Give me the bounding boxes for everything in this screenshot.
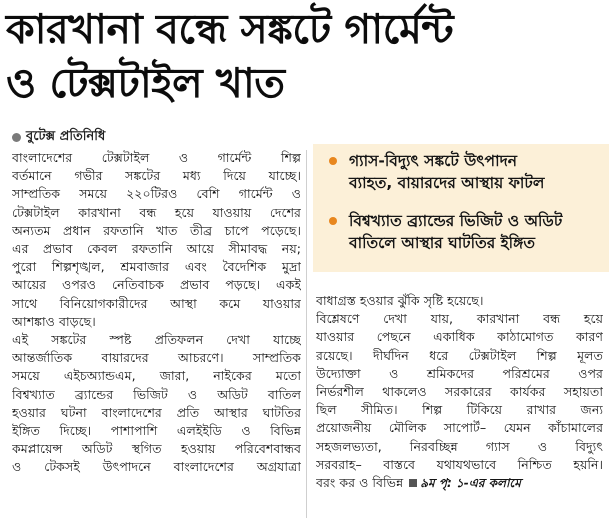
headline xyxy=(6,2,606,110)
continuation-text: ৯ম পৃ: ১-এর কলামে xyxy=(420,476,521,491)
text-line xyxy=(316,474,603,492)
text-line: বাধাগ্রস্ত হওয়ার ঝুঁকি সৃষ্টি হয়েছে। xyxy=(316,293,484,308)
orange-bullet-icon xyxy=(329,157,337,165)
headline-line-2: ও টেক্সটাইল খাত xyxy=(6,59,285,107)
text-line: যাওয়ার পেছনে একাধিক কাঠামোগত কারণ xyxy=(316,329,603,345)
highlight-item xyxy=(329,150,544,194)
text-line: সাম্প্রতিক সময়ে ২২০টিরও বেশি গার্মেন্ট ও xyxy=(12,186,301,202)
square-marker-icon xyxy=(409,479,417,487)
bullet-dot-icon xyxy=(12,133,21,142)
highlight-line: বাতিলে আস্থার ঘাটতির ইঙ্গিত xyxy=(349,234,536,252)
text-line: এর প্রভাব কেবল রফতানি আয়ে সীমাবদ্ধ নয়; xyxy=(12,241,301,257)
text-line: এই সঙ্কটের স্পষ্ট প্রতিফলন দেখা যাচ্ছে xyxy=(12,332,301,348)
column-divider xyxy=(306,150,307,518)
text-line: বিশ্বখ্যাত ব্র্যান্ডের ভিজিট ও অডিট বাতিল xyxy=(12,386,301,402)
article-column-right xyxy=(316,292,603,492)
text-line: পুরো শিল্পশৃঙ্খল, শ্রমবাজার এবং বৈদেশিক মুদ্রা xyxy=(12,259,301,275)
text-line: নির্ভরশীল থাকলেও সরকারের কার্যকর সহায়তা xyxy=(316,384,603,400)
continuation-reference[interactable] xyxy=(407,476,521,490)
text-line: ও টেকসই উৎপাদনে বাংলাদেশের অগ্রযাত্রা xyxy=(12,459,301,475)
highlight-box xyxy=(313,144,609,272)
text-fragment: বরং কর ও বিভিন্ন xyxy=(316,475,404,491)
text-line: প্রয়োজনীয় মৌলিক সাপোর্ট– যেমন কাঁচামালের xyxy=(316,420,603,436)
highlight-line: গ্যাস-বিদ্যুৎ সঙ্কটে উৎপাদন xyxy=(349,152,517,170)
text-line: কমপ্লায়েন্স অডিট স্থগিত হওয়ায় পরিবেশবান্ধব xyxy=(12,441,301,457)
text-line: সাথে বিনিয়োগকারীদের আস্থা কমে যাওয়ার xyxy=(12,295,301,311)
text-line: বর্তমানে গভীর সঙ্কটের মধ্য দিয়ে যাচ্ছে। xyxy=(12,168,301,184)
text-line: সহজলভ্যতা, নিরবচ্ছিন্ন গ্যাস ও বিদ্যুৎ xyxy=(316,438,603,454)
headline-line-1: কারখানা বন্ধে সঙ্কটে গার্মেন্ট xyxy=(6,5,454,53)
article-column-left xyxy=(12,149,301,477)
text-line: রয়েছে। দীর্ঘদিন ধরে টেক্সটাইল শিল্প মূলত xyxy=(316,347,603,363)
text-line: বাংলাদেশের টেক্সটাইল ও গার্মেন্ট শিল্প xyxy=(12,150,301,165)
text-line: ছিল সীমিত। শিল্প টিকিয়ে রাখার জন্য xyxy=(316,402,603,418)
byline-text: বুটেক্স প্রতিনিধি xyxy=(26,129,106,144)
highlight-line: ব্যাহত, বায়ারদের আস্থায় ফাটল xyxy=(349,174,545,192)
text-line: সরবরাহ– বাস্তবে যথাযথভাবে নিশ্চিত হয়নি। xyxy=(316,456,603,472)
text-line: উদ্যোক্তা ও শ্রমিকদের পরিশ্রমের ওপর xyxy=(316,365,603,381)
text-line: টেক্সটাইল কারখানা বন্ধ হয়ে যাওয়ায় দেশের xyxy=(12,204,301,220)
highlight-item xyxy=(329,210,562,254)
text-line: অন্যতম প্রধান রফতানি খাত তীব্র চাপে পড়েছে। xyxy=(12,222,301,238)
text-line: সময়ে এইচঅ্যান্ডএম, জারা, নাইকের মতো xyxy=(12,368,301,384)
orange-bullet-icon xyxy=(329,217,337,225)
text-line: ইঙ্গিত দিচ্ছে। পাশাপাশি এলইইডি ও বিভিন্ন xyxy=(12,423,301,439)
text-line: আন্তর্জাতিক বায়ারদের আচরণে। সাম্প্রতিক xyxy=(12,350,301,366)
text-line: হওয়ার ঘটনা বাংলাদেশের প্রতি আস্থার ঘাটতির xyxy=(12,404,301,420)
text-line: আয়ের ওপরও নেতিবাচক প্রভাব পড়ছে। একই xyxy=(12,277,301,293)
byline xyxy=(12,127,105,148)
text-line: বিশ্লেষণে দেখা যায়, কারখানা বন্ধ হয়ে xyxy=(316,311,603,327)
text-line: আশঙ্কাও বাড়ছে। xyxy=(12,313,96,329)
highlight-line: বিশ্বখ্যাত ব্র্যান্ডের ভিজিট ও অডিট xyxy=(349,212,563,230)
